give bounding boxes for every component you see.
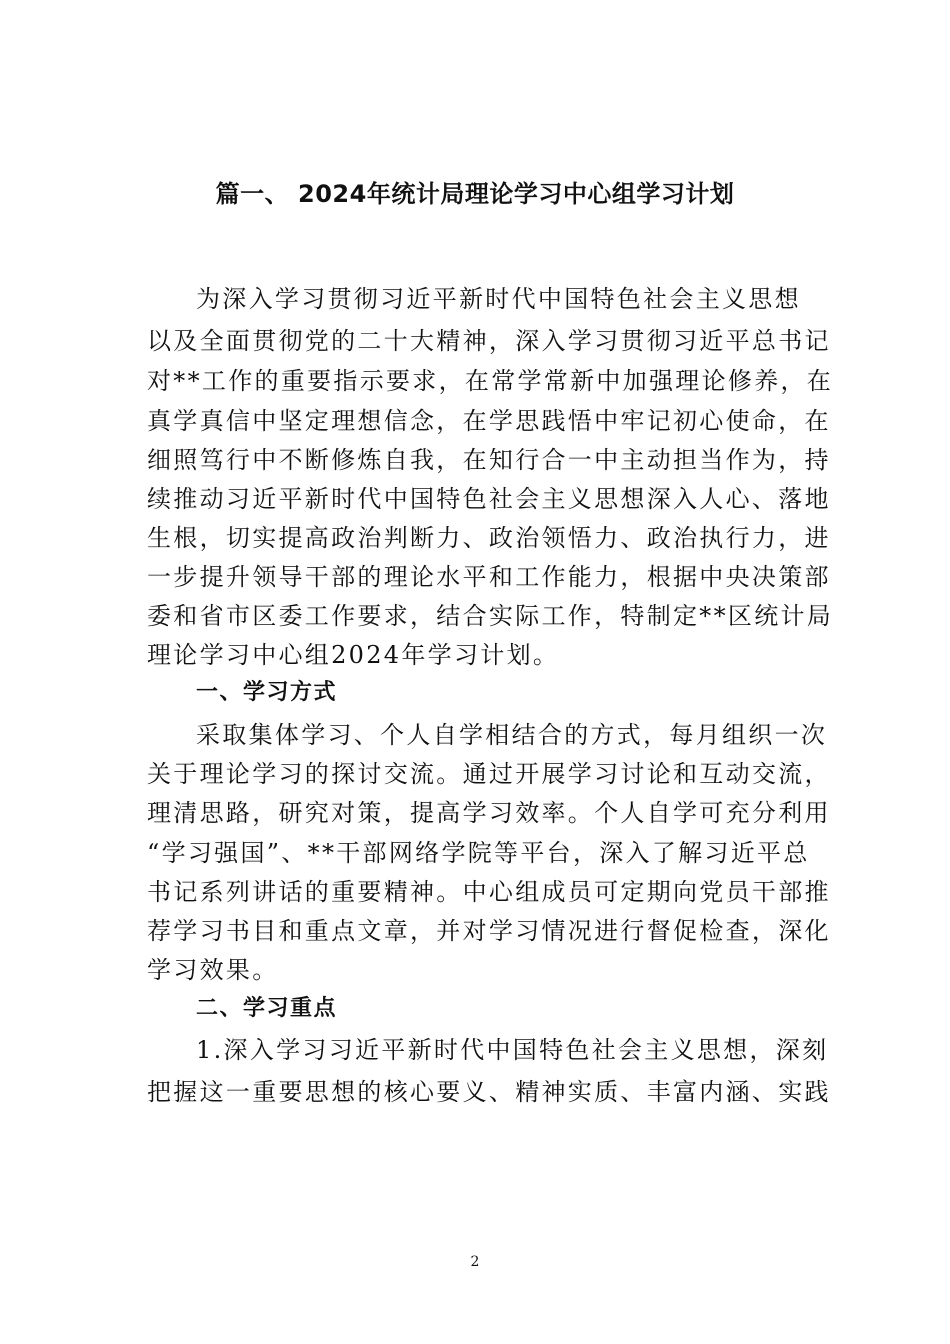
intro-line: 生根，切实提高政治判断力、政治领悟力、政治执行力，进	[147, 524, 831, 552]
section1-line: 理清思路，研究对策，提高学习效率。个人自学可充分利用	[147, 799, 831, 827]
section1-line: “学习强国”、**干部网络学院等平台，深入了解习近平总	[147, 839, 810, 867]
intro-line: 对**工作的重要指示要求，在常学常新中加强理论修养，在	[147, 367, 834, 395]
section2-line: 把握这一重要思想的核心要义、精神实质、丰富内涵、实践	[147, 1078, 831, 1106]
intro-line: 细照笃行中不断修炼自我，在知行合一中主动担当作为，持	[147, 446, 831, 474]
intro-line: 真学真信中坚定理想信念，在学思践悟中牢记初心使命，在	[147, 407, 831, 435]
section1-line: 荐学习书目和重点文章，并对学习情况进行督促检查，深化	[147, 917, 831, 945]
document-title: 篇一、 2024年统计局理论学习中心组学习计划	[215, 180, 735, 208]
intro-line: 为深入学习贯彻习近平新时代中国特色社会主义思想	[196, 285, 801, 313]
intro-line: 委和省市区委工作要求，结合实际工作，特制定**区统计局	[147, 602, 834, 630]
page-number: 2	[470, 1254, 480, 1270]
intro-line: 以及全面贯彻党的二十大精神，深入学习贯彻习近平总书记	[147, 327, 831, 355]
intro-line: 理论学习中心组2024年学习计划。	[147, 641, 560, 669]
intro-line: 续推动习近平新时代中国特色社会主义思想深入人心、落地	[147, 485, 831, 513]
section-heading-study-method: 一、学习方式	[196, 680, 338, 705]
section1-line: 学习效果。	[147, 956, 279, 984]
section1-line: 书记系列讲话的重要精神。中心组成员可定期向党员干部推	[147, 878, 831, 906]
section-heading-study-focus: 二、学习重点	[196, 996, 338, 1021]
section1-line: 关于理论学习的探讨交流。通过开展学习讨论和互动交流，	[147, 760, 831, 788]
section2-line: 1.深入学习习近平新时代中国特色社会主义思想，深刻	[196, 1036, 829, 1064]
section1-line: 采取集体学习、个人自学相结合的方式，每月组织一次	[196, 721, 828, 749]
intro-line: 一步提升领导干部的理论水平和工作能力，根据中央决策部	[147, 563, 831, 591]
